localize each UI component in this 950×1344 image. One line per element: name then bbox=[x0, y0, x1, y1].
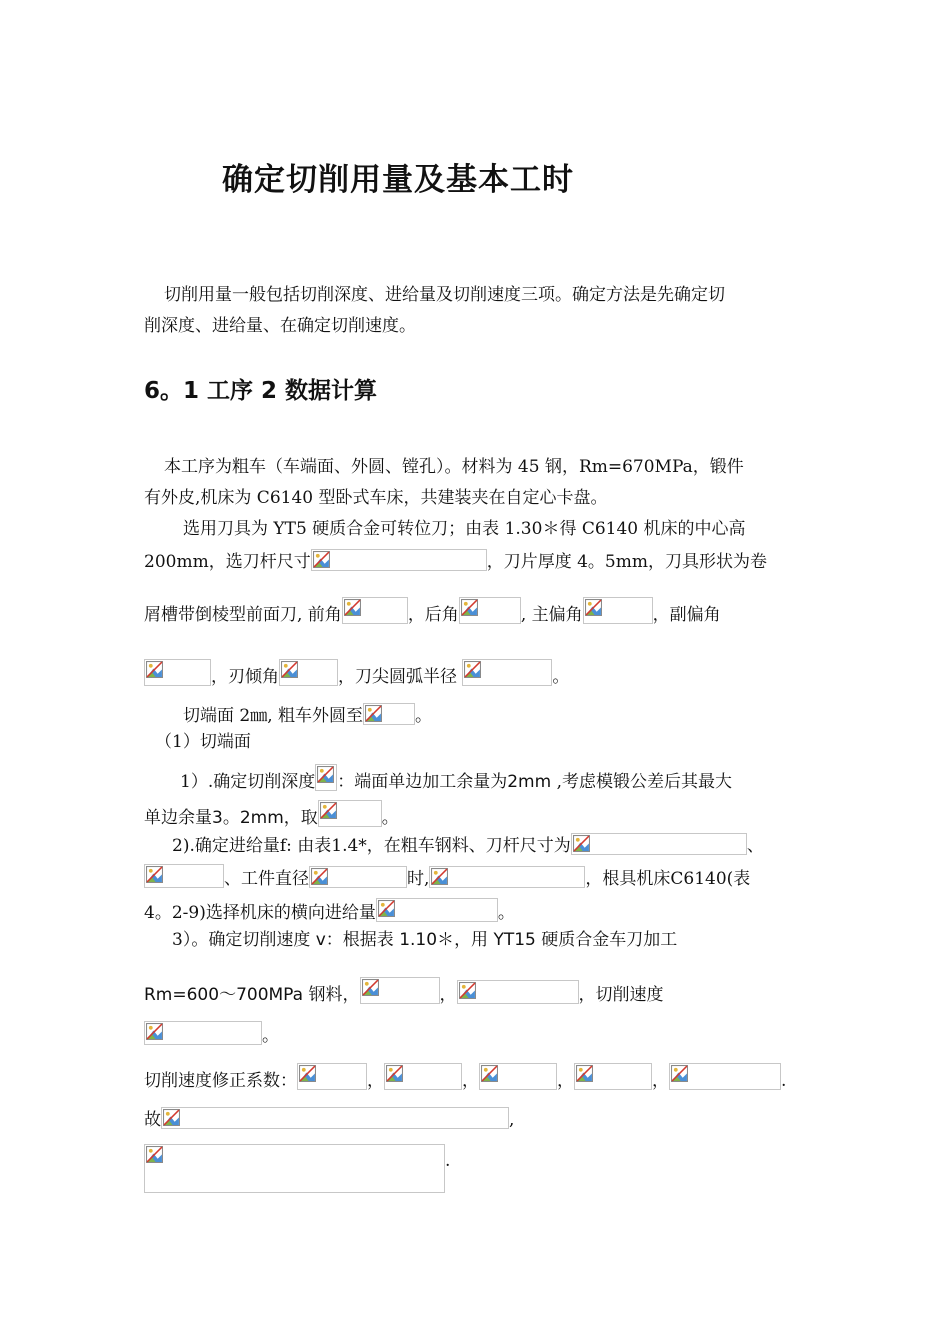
formula-image bbox=[144, 1144, 445, 1193]
text: ：根据表 bbox=[325, 930, 394, 950]
step3-line-2 bbox=[144, 977, 664, 1006]
broken-image-icon bbox=[146, 1023, 163, 1040]
formula-image bbox=[457, 980, 579, 1004]
broken-image-icon bbox=[299, 1065, 316, 1082]
broken-image-icon bbox=[576, 1065, 593, 1082]
text: 3。2mm bbox=[212, 808, 284, 828]
text: . bbox=[781, 1071, 787, 1091]
text: ，后角 bbox=[407, 605, 459, 625]
correction-factors-line bbox=[144, 1063, 786, 1092]
text: 1）.确定切削深度 bbox=[180, 772, 316, 792]
para2-line-1: 选用刀具为 YT5 硬质合金可转位刀；由表 1.30＊得 C6140 机床的中心高 bbox=[183, 519, 746, 539]
broken-image-icon bbox=[317, 766, 334, 783]
text: 。 bbox=[497, 903, 515, 923]
broken-image-icon bbox=[362, 979, 379, 996]
page-title: 确定切削用量及基本工时 bbox=[222, 162, 574, 198]
broken-image-icon bbox=[481, 1065, 498, 1082]
last-formula-line bbox=[144, 1144, 450, 1193]
text: 2).确定进给量f: 由表1.4*，在粗车钢料、刀杆尺寸为 bbox=[172, 836, 571, 856]
text: 、 bbox=[746, 836, 764, 856]
text: 1.10＊ bbox=[393, 930, 455, 950]
text: 。 bbox=[415, 706, 433, 726]
text: ,考虑模锻公差后其最大 bbox=[551, 772, 732, 792]
text: 切削速度修正系数： bbox=[144, 1071, 297, 1091]
text: ， bbox=[439, 985, 457, 1005]
text: Rm=600～700MPa bbox=[144, 985, 304, 1005]
broken-image-icon bbox=[365, 705, 382, 722]
text: , bbox=[509, 1110, 515, 1130]
formula-image bbox=[583, 597, 653, 624]
subheading-end-face: （1）切端面 bbox=[155, 732, 251, 752]
formula-image bbox=[669, 1063, 781, 1090]
text: 硬质合金车刀加工 bbox=[535, 930, 678, 950]
broken-image-icon bbox=[461, 599, 478, 616]
text: 2mm bbox=[507, 772, 552, 792]
text: ， bbox=[367, 1071, 384, 1091]
broken-image-icon bbox=[386, 1065, 403, 1082]
broken-image-icon bbox=[313, 551, 330, 568]
para1-line-2: 有外皮,机床为 C6140 型卧式车床，共建装夹在自定心卡盘。 bbox=[144, 488, 608, 508]
broken-image-icon bbox=[464, 661, 481, 678]
text: 屑槽带倒棱型前面刀, 前角 bbox=[144, 605, 342, 625]
formula-image bbox=[574, 1063, 652, 1090]
text: . bbox=[445, 1151, 451, 1171]
text: 。 bbox=[552, 667, 570, 687]
step3-line-3 bbox=[144, 1021, 279, 1047]
formula-image bbox=[479, 1063, 557, 1090]
text: 故 bbox=[144, 1110, 161, 1130]
text: ，副偏角 bbox=[652, 605, 721, 625]
broken-image-icon bbox=[431, 868, 448, 885]
formula-image bbox=[144, 1021, 262, 1045]
text: YT15 bbox=[488, 930, 536, 950]
formula-image bbox=[309, 866, 407, 888]
text: 单边余量 bbox=[144, 808, 212, 828]
text: 4。2-9)选择机床的横向进给量 bbox=[144, 903, 376, 923]
formula-image bbox=[376, 898, 498, 922]
text: 钢料， bbox=[303, 985, 360, 1005]
formula-image bbox=[384, 1063, 462, 1090]
broken-image-icon bbox=[311, 868, 328, 885]
formula-image bbox=[318, 800, 382, 827]
formula-image bbox=[571, 833, 747, 855]
step3-line-1 bbox=[172, 929, 677, 951]
text: 3）。确定切削速度 bbox=[172, 930, 311, 950]
formula-image bbox=[279, 659, 338, 686]
broken-image-icon bbox=[378, 900, 395, 917]
broken-image-icon bbox=[671, 1065, 688, 1082]
text: 、工件直径 bbox=[224, 869, 309, 889]
step2-line-2 bbox=[144, 864, 750, 890]
broken-image-icon bbox=[146, 866, 163, 883]
para2-line-2 bbox=[144, 549, 767, 573]
gu-line bbox=[144, 1107, 514, 1131]
text: ， bbox=[652, 1071, 669, 1091]
text: ：端面单边加工余量为 bbox=[337, 772, 508, 792]
step1-line-1 bbox=[180, 764, 732, 793]
broken-image-icon bbox=[163, 1109, 180, 1126]
para1-line-1: 本工序为粗车（车端面、外圆、镗孔）。材料为 45 钢，Rm=670MPa，锻件 bbox=[164, 457, 744, 477]
para3 bbox=[183, 703, 432, 727]
formula-image bbox=[342, 597, 408, 624]
formula-image bbox=[144, 659, 211, 686]
intro-line-2: 削深度、进给量、在确定切削速度。 bbox=[144, 316, 416, 336]
para2-line-3 bbox=[144, 597, 721, 626]
step2-line-1 bbox=[172, 833, 764, 857]
text: ，切削速度 bbox=[578, 985, 664, 1005]
section-heading: 6。1 工序 2 数据计算 bbox=[144, 378, 378, 404]
formula-image bbox=[161, 1107, 509, 1129]
formula-image bbox=[462, 659, 552, 686]
text: ，刃倾角 bbox=[211, 667, 279, 687]
step2-line-3 bbox=[144, 898, 515, 924]
formula-image bbox=[459, 597, 521, 624]
text: ，刀片厚度 4。5mm，刀具形状为卷 bbox=[486, 552, 767, 572]
formula-image bbox=[144, 864, 224, 888]
formula-image bbox=[429, 866, 585, 888]
step1-line-2 bbox=[144, 800, 399, 829]
formula-image bbox=[360, 977, 440, 1004]
text: 时, bbox=[407, 869, 430, 889]
text: 200mm，选刀杆尺寸 bbox=[144, 552, 311, 572]
broken-image-icon bbox=[585, 599, 602, 616]
broken-image-icon bbox=[573, 835, 590, 852]
text: ，取 bbox=[283, 808, 318, 828]
formula-image bbox=[315, 764, 337, 791]
intro-line-1: 切削用量一般包括切削深度、进给量及切削速度三项。确定方法是先确定切 bbox=[164, 285, 725, 305]
text: v bbox=[310, 930, 326, 950]
formula-image bbox=[297, 1063, 367, 1090]
text: ，根具机床C6140(表 bbox=[585, 869, 751, 889]
broken-image-icon bbox=[146, 661, 163, 678]
para2-line-4 bbox=[144, 659, 569, 688]
text: ， bbox=[462, 1071, 479, 1091]
text: ，用 bbox=[454, 930, 489, 950]
text: , 主偏角 bbox=[520, 605, 583, 625]
broken-image-icon bbox=[459, 982, 476, 999]
text: ，刀尖圆弧半径 bbox=[338, 667, 457, 687]
broken-image-icon bbox=[281, 661, 298, 678]
text: ， bbox=[557, 1071, 574, 1091]
broken-image-icon bbox=[320, 802, 337, 819]
broken-image-icon bbox=[146, 1146, 163, 1163]
text: 切端面 2㎜, 粗车外圆至 bbox=[183, 706, 364, 726]
formula-image bbox=[363, 703, 415, 725]
broken-image-icon bbox=[344, 599, 361, 616]
formula-image bbox=[311, 549, 487, 571]
text: 。 bbox=[381, 808, 399, 828]
text: 。 bbox=[262, 1026, 279, 1046]
